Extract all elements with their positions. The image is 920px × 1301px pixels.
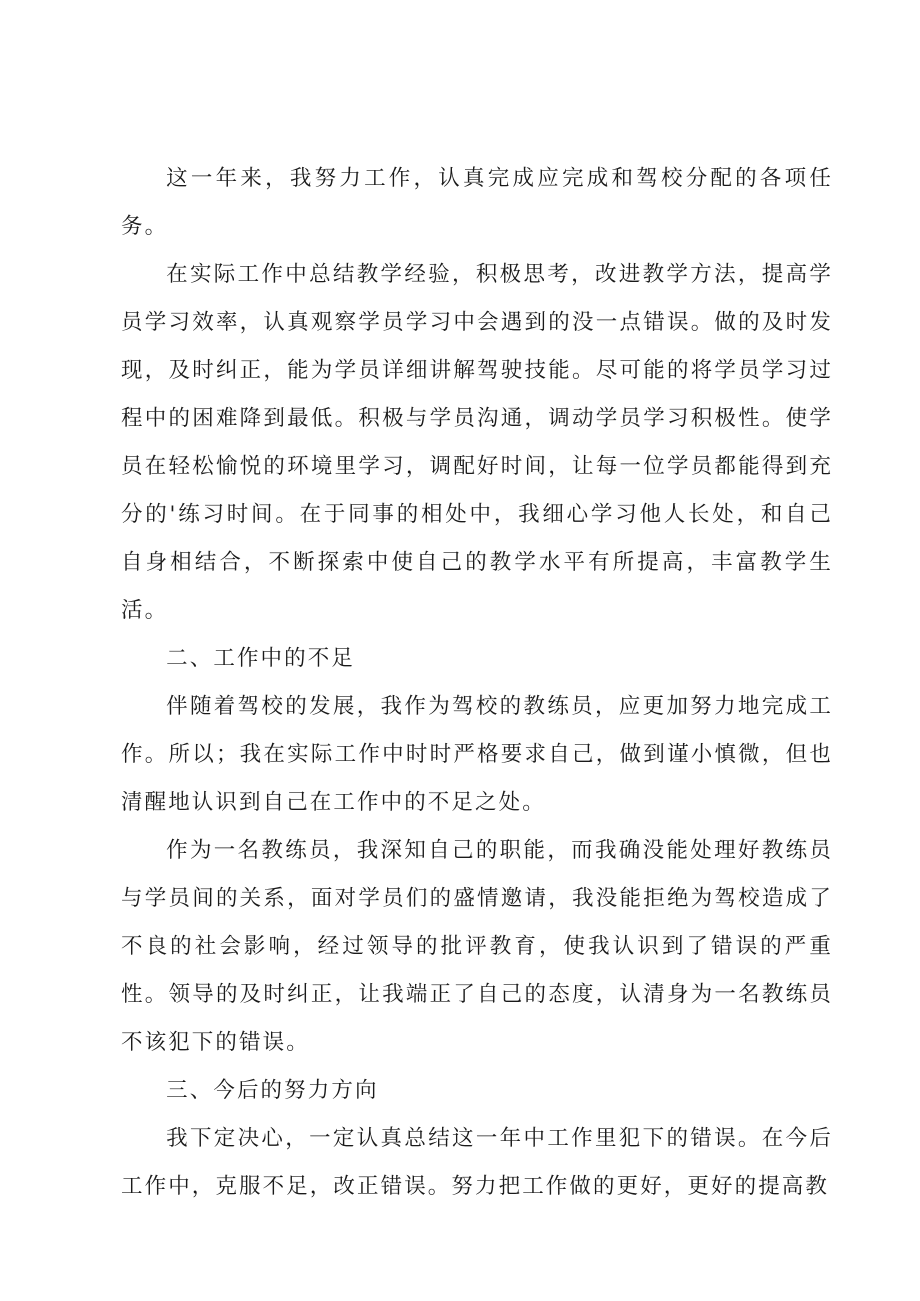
paragraph-teaching-work: 在实际工作中总结教学经验，积极思考，改进教学方法，提高学员学习效率，认真观察学员学习中会遇到的没一点错误。做的及时发现，及时纠正，能为学员详细讲解驾驶技能。尽可能的将学员学习过程中的困难降到最低。积极与学员沟通，调动学员学习积极性。使学员在轻松愉悦的环境里学习，调配好时间，让每一位学员都能得到充分的'练习时间。在于同事的相处中，我细心学习他人长处，和自己自身相结合，不断探索中使自己的教学水平有所提高，丰富教学生活。 xyxy=(121,262,833,623)
paragraph-future-direction: 我下定决心，一定认真总结这一年中工作里犯下的错误。在今后工作中，克服不足，改正错误。努力把工作做的更好，更好的提高教 xyxy=(121,1126,833,1199)
document-body xyxy=(121,155,833,1211)
paragraph-shortcomings-intro: 伴随着驾校的发展，我作为驾校的教练员，应更加努力地完成工作。所以；我在实际工作中时时严格要求自己，做到谨小慎微，但也清醒地认识到自己在工作中的不足之处。 xyxy=(121,694,833,815)
paragraph-intro: 这一年来，我努力工作，认真完成应完成和驾校分配的各项任务。 xyxy=(121,166,833,239)
section-heading-future-direction: 三、今后的努力方向 xyxy=(166,1078,379,1103)
section-heading-shortcomings: 二、工作中的不足 xyxy=(166,646,355,671)
paragraph-shortcomings-detail: 作为一名教练员，我深知自己的职能，而我确没能处理好教练员与学员间的关系，面对学员们的盛情邀请，我没能拒绝为驾校造成了不良的社会影响，经过领导的批评教育，使我认识到了错误的严重性。领导的及时纠正，让我端正了自己的态度，认清身为一名教练员不该犯下的错误。 xyxy=(121,838,833,1055)
